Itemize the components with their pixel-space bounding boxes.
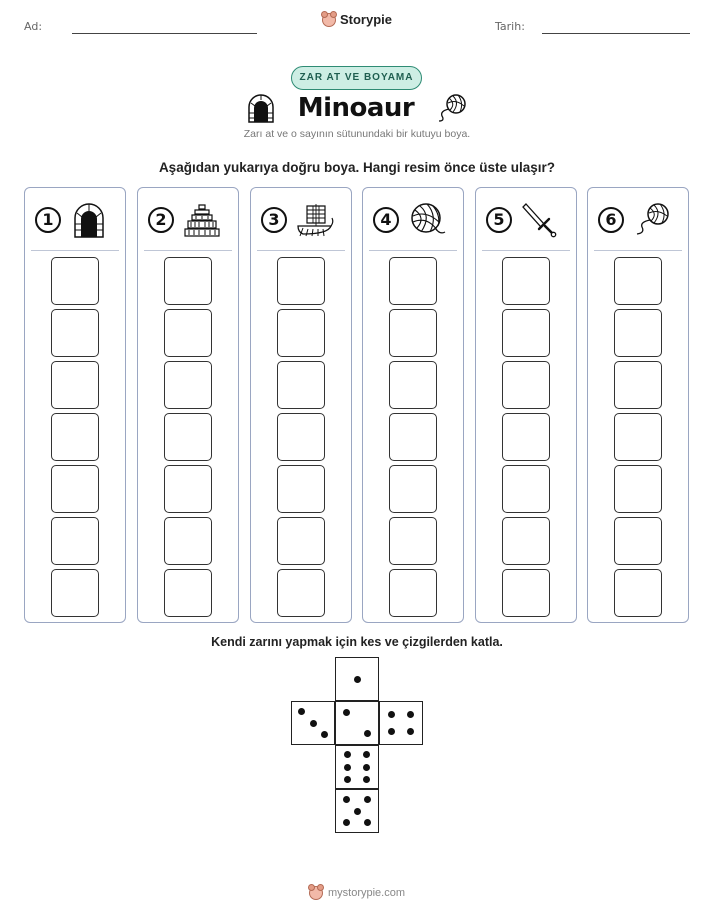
column-number: 2	[148, 207, 174, 233]
die-pip	[364, 730, 371, 737]
color-box[interactable]	[614, 517, 662, 565]
ship-icon	[295, 202, 335, 238]
die-face-5	[335, 789, 379, 833]
color-box[interactable]	[51, 309, 99, 357]
die-pip	[343, 709, 350, 716]
die-pip	[388, 728, 395, 735]
color-box[interactable]	[164, 465, 212, 513]
column-number: 5	[486, 207, 512, 233]
activity-badge: ZAR AT VE BOYAMA	[291, 66, 422, 90]
color-box[interactable]	[277, 361, 325, 409]
name-label: Ad:	[24, 20, 43, 33]
die-pip	[364, 796, 371, 803]
die-pip	[363, 776, 370, 783]
column-header	[138, 202, 238, 238]
color-box[interactable]	[502, 257, 550, 305]
color-box[interactable]	[277, 413, 325, 461]
color-box[interactable]	[502, 361, 550, 409]
race-instruction: Aşağıdan yukarıya doğru boya. Hangi resim önce üste ulaşır?	[158, 160, 556, 175]
color-box[interactable]	[389, 361, 437, 409]
die-pip	[407, 711, 414, 718]
color-box[interactable]	[502, 413, 550, 461]
column-3	[250, 187, 352, 623]
die-pip	[343, 796, 350, 803]
die-pip	[343, 819, 350, 826]
labyrinth-gate-icon	[69, 202, 109, 238]
die-pip	[354, 676, 361, 683]
column-number: 3	[261, 207, 287, 233]
column-header	[363, 202, 463, 238]
footer	[0, 886, 714, 900]
column-divider	[257, 250, 345, 251]
color-box[interactable]	[277, 257, 325, 305]
die-pip	[310, 720, 317, 727]
color-box[interactable]	[51, 413, 99, 461]
die-pip	[364, 819, 371, 826]
column-divider	[482, 250, 570, 251]
column-divider	[369, 250, 457, 251]
color-box[interactable]	[51, 257, 99, 305]
bear-icon	[309, 886, 323, 900]
column-6	[587, 187, 689, 623]
color-box[interactable]	[614, 361, 662, 409]
brand-name: Storypie	[339, 12, 392, 27]
column-number: 1	[35, 207, 61, 233]
column-header	[251, 202, 351, 238]
color-box[interactable]	[51, 517, 99, 565]
color-box[interactable]	[51, 361, 99, 409]
color-box[interactable]	[614, 569, 662, 617]
color-box[interactable]	[389, 257, 437, 305]
column-divider	[594, 250, 682, 251]
color-box[interactable]	[614, 257, 662, 305]
die-face-3	[291, 701, 335, 745]
color-box[interactable]	[51, 465, 99, 513]
die-face-2	[335, 701, 379, 745]
color-box[interactable]	[277, 517, 325, 565]
color-box[interactable]	[164, 257, 212, 305]
color-box[interactable]	[164, 361, 212, 409]
color-box[interactable]	[389, 413, 437, 461]
color-box[interactable]	[277, 309, 325, 357]
color-box[interactable]	[164, 413, 212, 461]
die-pip	[354, 808, 361, 815]
color-box[interactable]	[389, 569, 437, 617]
column-divider	[144, 250, 232, 251]
bear-icon	[322, 13, 336, 27]
sword-icon	[520, 202, 560, 238]
color-box[interactable]	[277, 569, 325, 617]
column-1	[24, 187, 126, 623]
color-box[interactable]	[164, 517, 212, 565]
palace-icon	[182, 202, 222, 238]
die-pip	[298, 708, 305, 715]
color-box[interactable]	[614, 413, 662, 461]
column-number: 4	[373, 207, 399, 233]
column-header	[588, 202, 688, 238]
color-box[interactable]	[502, 309, 550, 357]
brand-logo	[0, 12, 714, 27]
page-title: Minoaur	[297, 93, 415, 123]
column-5	[475, 187, 577, 623]
color-box[interactable]	[51, 569, 99, 617]
color-box[interactable]	[277, 465, 325, 513]
die-face-4	[379, 701, 423, 745]
color-box[interactable]	[164, 569, 212, 617]
die-face-1	[335, 657, 379, 701]
color-box[interactable]	[389, 465, 437, 513]
yarn-thread-icon	[436, 93, 468, 123]
yarn-ball-icon	[407, 202, 447, 238]
die-pip	[388, 711, 395, 718]
column-header	[25, 202, 125, 238]
color-box[interactable]	[389, 517, 437, 565]
die-instruction: Kendi zarını yapmak için kes ve çizgilerden katla.	[211, 635, 503, 649]
column-header	[476, 202, 576, 238]
column-divider	[31, 250, 119, 251]
yarn-thread-icon	[632, 202, 672, 238]
color-box[interactable]	[502, 569, 550, 617]
color-box[interactable]	[502, 517, 550, 565]
die-pip	[344, 751, 351, 758]
color-box[interactable]	[614, 465, 662, 513]
date-label: Tarih:	[495, 20, 525, 33]
column-4	[362, 187, 464, 623]
footer-url: mystorypie.com	[327, 887, 406, 899]
die-pip	[344, 764, 351, 771]
die-face-6	[335, 745, 379, 789]
color-box[interactable]	[164, 309, 212, 357]
column-2	[137, 187, 239, 623]
die-pip	[344, 776, 351, 783]
die-pip	[321, 731, 328, 738]
color-box[interactable]	[502, 465, 550, 513]
date-line	[542, 33, 690, 34]
die-pip	[363, 751, 370, 758]
color-box[interactable]	[614, 309, 662, 357]
name-line	[72, 33, 257, 34]
column-number: 6	[598, 207, 624, 233]
labyrinth-gate-icon	[246, 93, 276, 123]
die-pip	[407, 728, 414, 735]
subtitle: Zarı at ve o sayının sütunundaki bir kutuyu boya.	[243, 128, 471, 140]
color-box[interactable]	[389, 309, 437, 357]
title-row	[0, 92, 714, 124]
die-pip	[363, 764, 370, 771]
